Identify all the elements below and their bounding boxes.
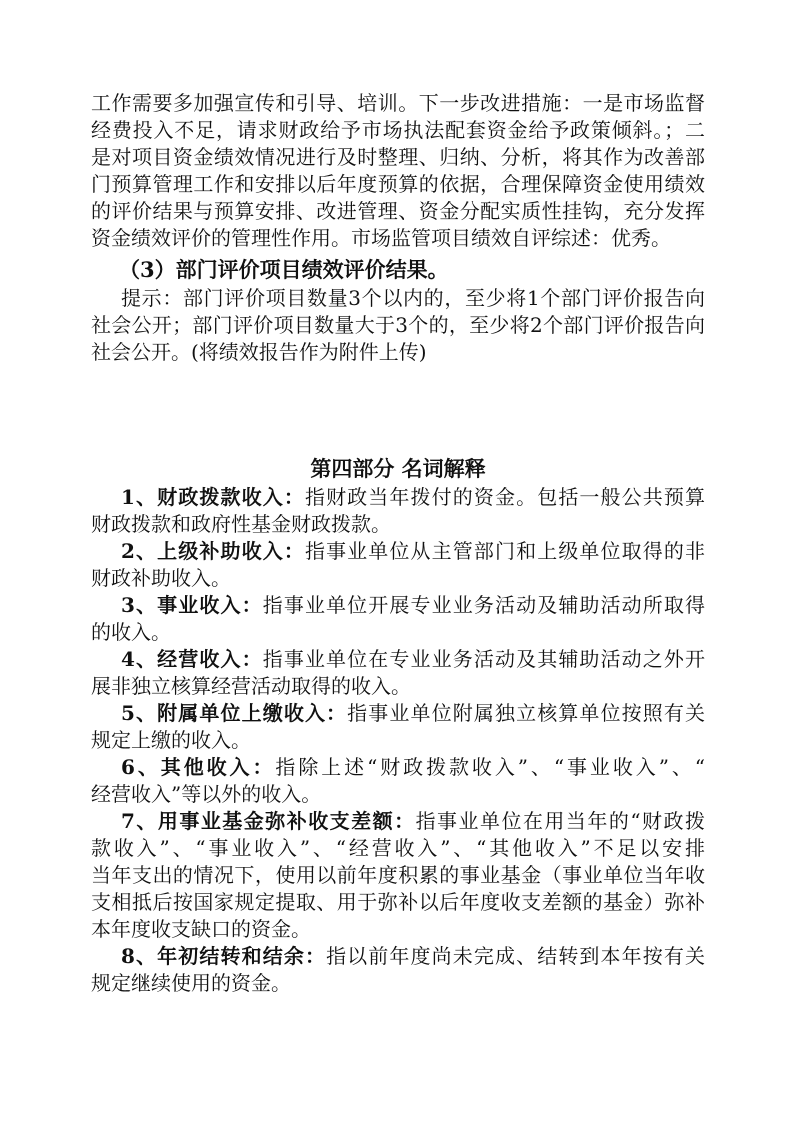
term-definition: 指以前年度尚未完成、结转到本年按有关: [326, 944, 706, 968]
term-label: 2、上级补助收入：: [121, 539, 305, 563]
text-line: 款收入”、“事业收入”、“经营收入”、“其他收入”不足以安排: [91, 836, 705, 860]
term-label: 8、年初结转和结余：: [121, 944, 327, 968]
text-line: 经费投入不足，请求财政给予市场执法配套资金给予政策倾斜。；二: [91, 118, 705, 142]
text-line: 展非独立核算经营活动取得的收入。: [91, 674, 411, 698]
text-line: 社会公开。(将绩效报告作为附件上传): [91, 340, 427, 364]
text-line: 提示：部门评价项目数量3个以内的，至少将1个部门评价报告向: [121, 286, 705, 310]
text-line: 财政拨款和政府性基金财政拨款。: [91, 512, 391, 536]
term-definition: 指事业单位在专业业务活动及其辅助活动之外开: [262, 647, 705, 671]
term-label: 6、其他收入：: [121, 755, 276, 779]
term-definition: 指事业单位从主管部门和上级单位取得的非: [304, 539, 706, 563]
text-line: [91, 538, 705, 565]
hint-paragraph: [91, 285, 705, 366]
document-page: [91, 90, 705, 997]
text-line: 的评价结果与预算安排、改进管理、资金分配实质性挂钩，充分发挥: [91, 199, 705, 223]
text-line: 经营收入”等以外的收入。: [91, 782, 322, 806]
definition-item: [91, 646, 705, 700]
text-line: 门预算管理工作和安排以后年度预算的依据，合理保障资金使用绩效: [91, 172, 705, 196]
term-label: 7、用事业基金弥补收支差额：: [121, 809, 416, 833]
text-line: 规定上缴的收入。: [91, 728, 251, 752]
text-line: [91, 700, 705, 727]
term-definition: 指事业单位开展专业业务活动及辅助活动所取得: [262, 593, 705, 617]
subheading: （3）部门评价项目绩效评价结果。: [119, 257, 449, 282]
term-label: 5、附属单位上缴收入：: [121, 701, 348, 725]
text-line: 社会公开；部门评价项目数量大于3个的，至少将2个部门评价报告向: [91, 313, 705, 337]
term-definition: 指财政当年拨付的资金。包括一般公共预算: [304, 485, 706, 509]
text-line: 本年度收支缺口的资金。: [91, 917, 311, 941]
text-line: 支相抵后按国家规定提取、用于弥补以后年度收支差额的基金）弥补: [91, 890, 705, 914]
definition-item: [91, 808, 705, 943]
definition-item: [91, 754, 705, 808]
text-line: 是对项目资金绩效情况进行及时整理、归纳、分析，将其作为改善部: [91, 145, 705, 169]
term-label: 4、经营收入：: [121, 647, 263, 671]
text-line: 的收入。: [91, 620, 171, 644]
definition-item: [91, 943, 705, 997]
definition-item: [91, 592, 705, 646]
term-label: 3、事业收入：: [121, 593, 263, 617]
text-line: [91, 943, 705, 970]
text-line: 规定继续使用的资金。: [91, 971, 291, 995]
definition-list: [91, 484, 705, 997]
term-label: 1、财政拨款收入：: [121, 485, 305, 509]
text-line: [91, 808, 705, 835]
section-title: 第四部分 名词解释: [310, 456, 486, 481]
text-line: [91, 754, 705, 781]
intro-paragraph: [91, 90, 705, 252]
text-line: [91, 646, 705, 673]
term-definition: 指除上述“财政拨款收入”、“事业收入”、“: [275, 755, 705, 779]
definition-item: [91, 538, 705, 592]
definition-item: [91, 484, 705, 538]
text-line: [91, 592, 705, 619]
text-line: 当年支出的情况下，使用以前年度积累的事业基金（事业单位当年收: [91, 863, 705, 887]
text-line: 工作需要多加强宣传和引导、培训。下一步改进措施：一是市场监督: [91, 91, 705, 115]
text-line: 资金绩效评价的管理性作用。市场监管项目绩效自评综述：优秀。: [91, 226, 671, 250]
text-line: 财政补助收入。: [91, 566, 231, 590]
term-definition: 指事业单位附属独立核算单位按照有关: [347, 701, 705, 725]
definition-item: [91, 700, 705, 754]
term-definition: 指事业单位在用当年的“财政拨: [415, 809, 705, 833]
text-line: [91, 484, 705, 511]
